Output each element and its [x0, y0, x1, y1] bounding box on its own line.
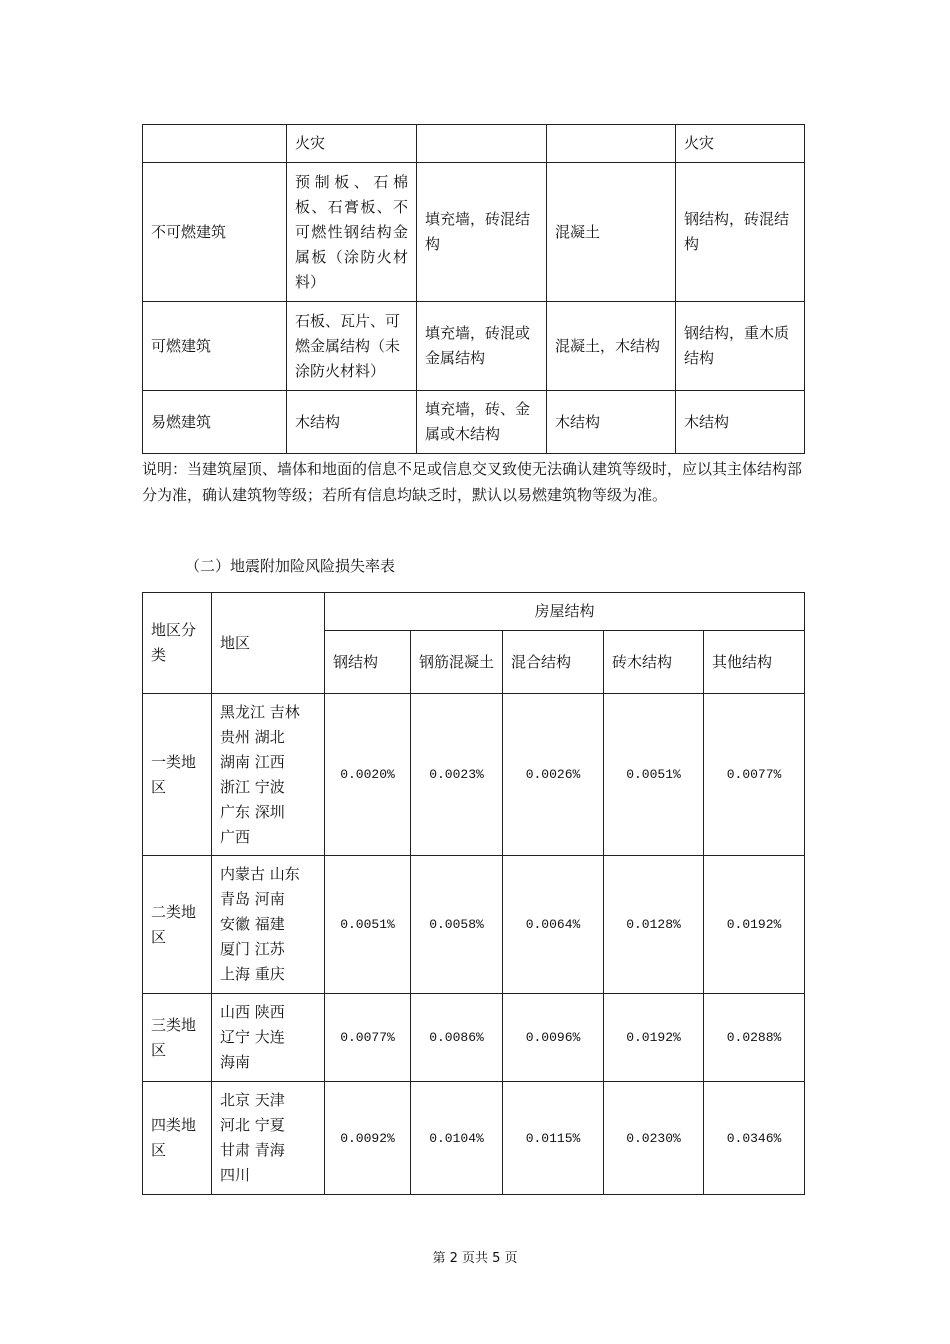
region-line: 贵州 湖北: [220, 727, 285, 746]
region-list: [212, 694, 325, 856]
table-row: [143, 302, 805, 391]
region-category: 一类地区: [143, 694, 212, 856]
table-cell: 预制板、石棉板、石膏板、不可燃性钢结构金属板（涂防火材料）: [287, 163, 417, 302]
building-class-table: [142, 124, 805, 454]
region-list: [212, 856, 325, 994]
table-row: [143, 391, 805, 454]
table-cell: 不可燃建筑: [143, 163, 287, 302]
loss-rate: 0.0192%: [704, 856, 805, 994]
table-cell: 易燃建筑: [143, 391, 287, 454]
header-category: 地区分类: [143, 593, 212, 694]
table-note: 说明：当建筑屋顶、墙体和地面的信息不足或信息交叉致使无法确认建筑等级时，应以其主体结构部分为准，确认建筑物等级；若所有信息均缺乏时，默认以易燃建筑物等级为准。: [142, 460, 803, 504]
table-cell: 火灾: [287, 125, 417, 163]
loss-rate: 0.0346%: [704, 1082, 805, 1195]
table-cell: 填充墙，砖混或金属结构: [417, 302, 547, 391]
table-cell: 火灾: [676, 125, 805, 163]
region-line: 辽宁 大连: [220, 1028, 285, 1046]
loss-rate: 0.0115%: [503, 1082, 604, 1195]
table-row: [143, 856, 805, 994]
region-line: 山西 陕西: [220, 1003, 285, 1021]
column-header: 钢结构: [325, 631, 411, 694]
header-structure: 房屋结构: [325, 593, 805, 631]
earthquake-loss-rate-table: [142, 592, 805, 1195]
region-line: 河北 宁夏: [220, 1116, 285, 1134]
page-footer: 第 2 页共 5 页: [432, 1251, 518, 1266]
loss-rate: 0.0051%: [604, 694, 704, 856]
loss-rate: 0.0096%: [503, 994, 604, 1082]
table-cell: [143, 125, 287, 163]
column-header: 砖木结构: [604, 631, 704, 694]
table-cell: 混凝土，木结构: [547, 302, 676, 391]
table-cell: 石板、瓦片、可燃金属结构（未涂防火材料）: [287, 302, 417, 391]
region-line: 青岛 河南: [220, 890, 285, 908]
region-line: 海南: [220, 1053, 251, 1071]
loss-rate: 0.0128%: [604, 856, 704, 994]
region-line: 安徽 福建: [220, 915, 285, 933]
table-cell: 木结构: [547, 391, 676, 454]
table-cell: [417, 125, 547, 163]
table-row: [143, 125, 805, 163]
region-line: 四川: [220, 1166, 251, 1184]
table-cell: 填充墙，砖混结构: [417, 163, 547, 302]
region-line: 厦门 江苏: [220, 940, 285, 958]
region-line: 黑龙江 吉林: [220, 702, 300, 721]
region-line: 北京 天津: [220, 1091, 285, 1109]
column-header: 钢筋混凝土: [411, 631, 503, 694]
loss-rate: 0.0020%: [325, 694, 411, 856]
loss-rate: 0.0058%: [411, 856, 503, 994]
loss-rate: 0.0077%: [704, 694, 805, 856]
table-cell: [547, 125, 676, 163]
loss-rate: 0.0086%: [411, 994, 503, 1082]
region-list: [212, 994, 325, 1082]
table-cell: 填充墙，砖、金属或木结构: [417, 391, 547, 454]
region-list: [212, 1082, 325, 1195]
header-region: 地区: [212, 593, 325, 694]
table-cell: 钢结构，砖混结构: [676, 163, 805, 302]
loss-rate: 0.0026%: [503, 694, 604, 856]
loss-rate: 0.0230%: [604, 1082, 704, 1195]
region-category: 三类地区: [143, 994, 212, 1082]
region-category: 二类地区: [143, 856, 212, 994]
table-cell: 可燃建筑: [143, 302, 287, 391]
section-title: （二）地震附加险风险损失率表: [185, 557, 396, 575]
loss-rate: 0.0064%: [503, 856, 604, 994]
loss-rate: 0.0077%: [325, 994, 411, 1082]
loss-rate: 0.0192%: [604, 994, 704, 1082]
column-header: 混合结构: [503, 631, 604, 694]
table-cell: 混凝土: [547, 163, 676, 302]
region-line: 浙江 宁波: [220, 777, 285, 796]
table-row: [143, 163, 805, 302]
region-line: 广东 深圳: [220, 802, 285, 821]
table-row: [143, 994, 805, 1082]
table-cell: 木结构: [676, 391, 805, 454]
region-category: 四类地区: [143, 1082, 212, 1195]
region-line: 内蒙古 山东: [220, 865, 300, 883]
table-cell: 钢结构，重木质结构: [676, 302, 805, 391]
table-row: [143, 1082, 805, 1195]
region-line: 湖南 江西: [220, 752, 285, 771]
loss-rate: 0.0104%: [411, 1082, 503, 1195]
loss-rate: 0.0288%: [704, 994, 805, 1082]
loss-rate: 0.0023%: [411, 694, 503, 856]
region-line: 甘肃 青海: [220, 1141, 285, 1159]
loss-rate: 0.0092%: [325, 1082, 411, 1195]
table-header-row: [143, 593, 805, 631]
region-line: 上海 重庆: [220, 965, 285, 983]
table-row: [143, 694, 805, 856]
table-cell: 木结构: [287, 391, 417, 454]
region-line: 广西: [220, 827, 251, 846]
column-header: 其他结构: [704, 631, 805, 694]
loss-rate: 0.0051%: [325, 856, 411, 994]
